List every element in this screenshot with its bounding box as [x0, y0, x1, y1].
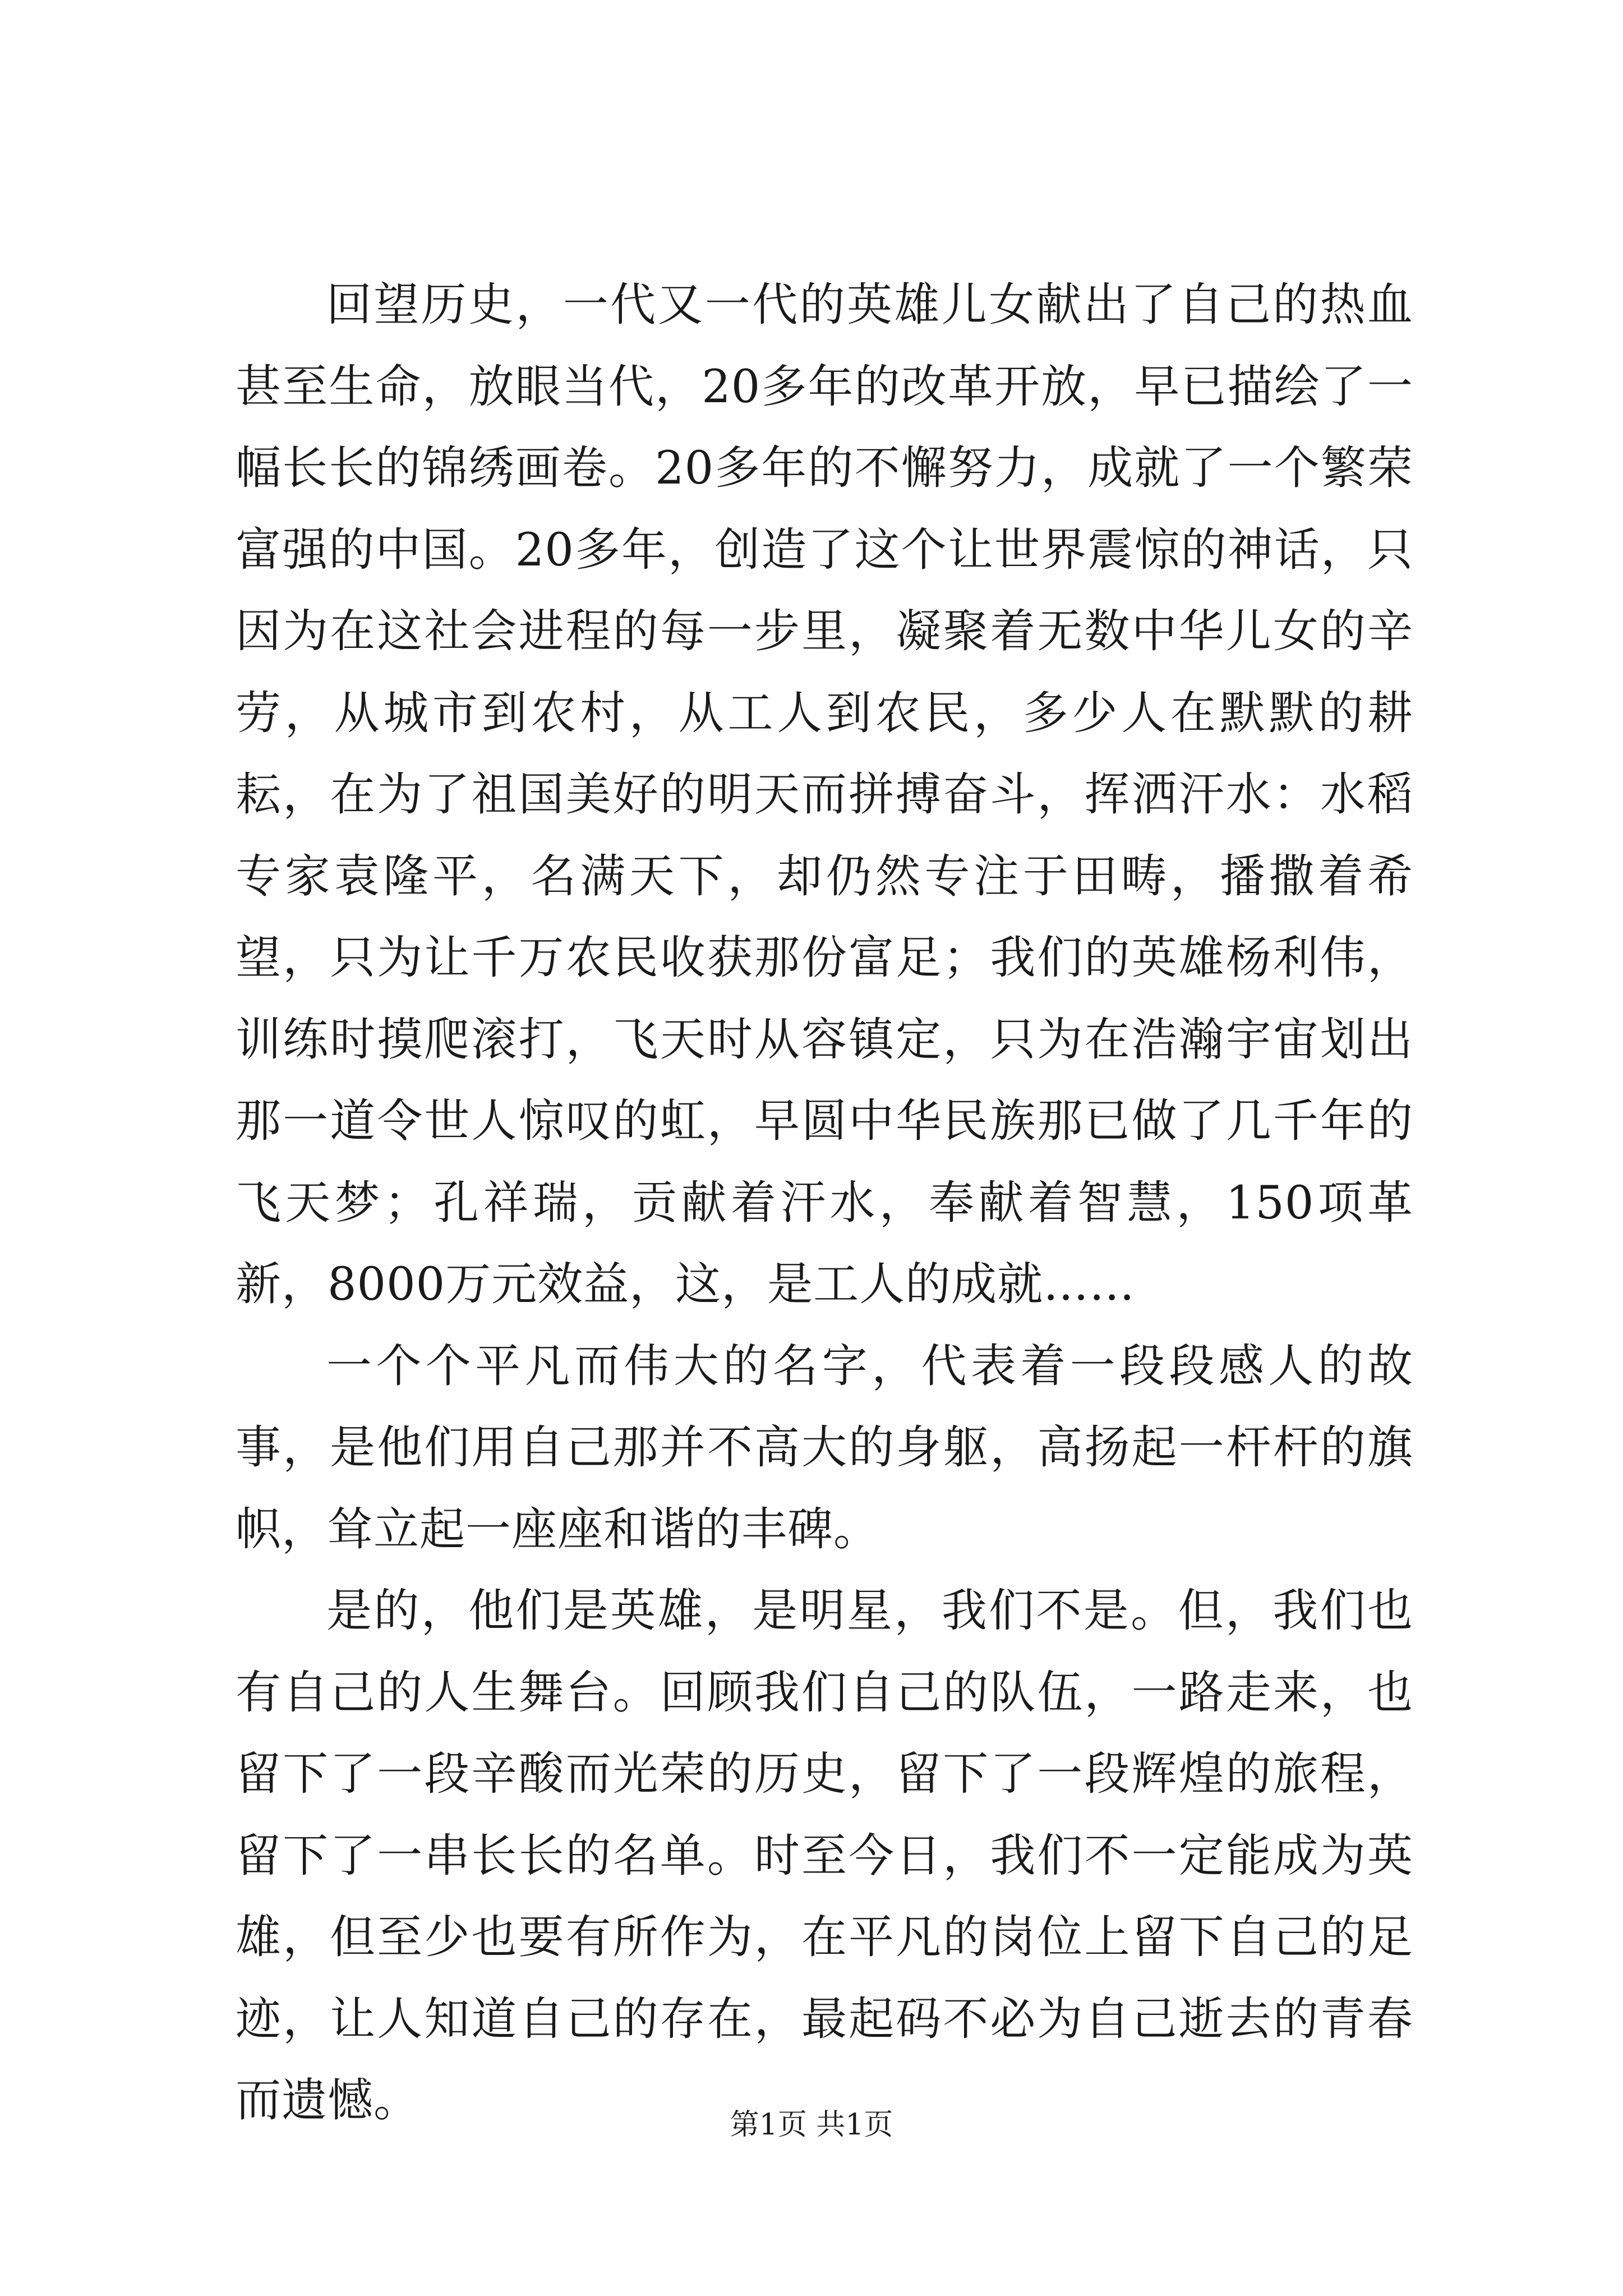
paragraph-1: 回望历史，一代又一代的英雄儿女献出了自己的热血甚至生命，放眼当代，20多年的改革开放，早已描绘了一幅长长的锦绣画卷。20多年的不懈努力，成就了一个繁荣富强的中国。20多年，创造了这个让世界震惊的神话，只因为在这社会进程的每一步里，凝聚着无数中华儿女的辛劳，从城市到农村，从工人到农民，多少人在默默的耕耘，在为了祖国美好的明天而拼搏奋斗，挥洒汗水：水稻专家袁隆平，名满天下，却仍然专注于田畴，播撒着希望，只为让千万农民收获那份富足；我们的英雄杨利伟，训练时摸爬滚打，飞天时从容镇定，只为在浩瀚宇宙划出那一道令世人惊叹的虹，早圆中华民族那已做了几千年的飞天梦；孔祥瑞，贡献着汗水，奉献着智慧，150项革新，8000万元效益，这，是工人的成就…… — [236, 279, 1413, 1311]
page-footer: 第1页 共1页 — [730, 2108, 893, 2142]
paragraph-3: 是的，他们是英雄，是明星，我们不是。但，我们也有自己的人生舞台。回顾我们自己的队伍，一路走来，也留下了一段辛酸而光荣的历史，留下了一段辉煌的旅程，留下了一串长长的名单。时至今日，我们不一定能成为英雄，但至少也要有所作为，在平凡的岗位上留下自己的足迹，让人知道自己的存在，最起码不必为自己逝去的青春而遗憾。 — [236, 1585, 1413, 2127]
paragraph-2: 一个个平凡而伟大的名字，代表着一段段感人的故事，是他们用自己那并不高大的身躯，高扬起一杆杆的旗帜，耸立起一座座和谐的丰碑。 — [236, 1340, 1413, 1556]
document-body — [236, 265, 1413, 2142]
